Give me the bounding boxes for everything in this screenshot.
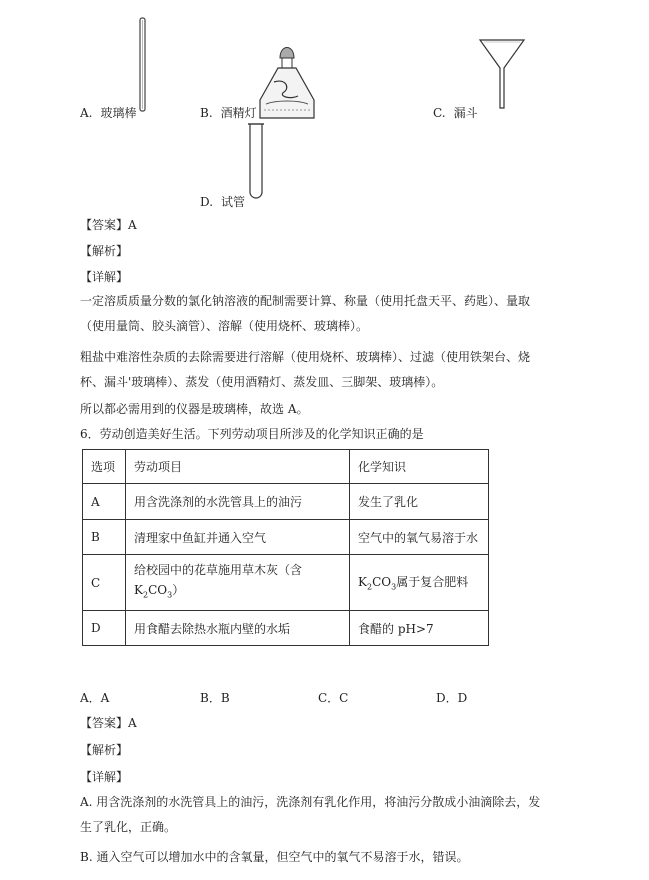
row-item-line-1: 给校园中的花草施用草木灰（含 (134, 562, 303, 577)
table-row (83, 555, 489, 611)
option-d-label: D. 试管 (200, 195, 246, 209)
choice-d: D．D (436, 691, 468, 705)
test-tube-image (247, 122, 265, 202)
row-option: A (83, 484, 126, 520)
glass-rod-image (138, 18, 148, 112)
row-item-line-2: $K_2CO_3$） (134, 582, 185, 600)
q5-paragraph-2: 粗盐中难溶性杂质的去除需要进行溶解（使用烧杯、玻璃棒）、过滤（使用铁架台、烧杯、漏斗'玻璃棒）、蒸发（使用酒精灯、蒸发皿、三脚架、玻璃棒）。 (80, 350, 531, 389)
q6-answer: 【答案】A (80, 716, 137, 730)
q5-analysis-heading: 【解析】 (80, 244, 129, 258)
choice-b: B．B (200, 691, 230, 705)
row-knowledge: 空气中的氧气易溶于水 (350, 520, 489, 555)
table-header-row (83, 450, 489, 484)
row-item: 清理家中鱼缸并通入空气 (126, 520, 350, 555)
row-option: C (83, 555, 126, 611)
row-knowledge: 食醋的 pH>7 (350, 611, 489, 646)
q5-paragraph-1: 一定溶质质量分数的氯化钠溶液的配制需要计算、称量（使用托盘天平、药匙）、量取（使用量筒、胶头滴管）、溶解（使用烧杯、玻璃棒）。 (80, 294, 531, 333)
q6-stem: 6．劳动创造美好生活。下列劳动项目所涉及的化学知识正确的是 (80, 427, 424, 441)
alcohol-lamp-image (256, 38, 318, 120)
header-chem-knowledge: 化学知识 (350, 450, 489, 484)
funnel-image (478, 38, 526, 110)
table-row (83, 484, 489, 520)
q5-paragraph-3: 所以都必需用到的仪器是玻璃棒，故选 A。 (80, 402, 309, 416)
table-row (83, 611, 489, 646)
q6-table (82, 449, 489, 646)
option-a-label: A. 玻璃棒 (80, 106, 137, 120)
header-option: 选项 (83, 450, 126, 484)
row-option: D (83, 611, 126, 646)
header-labor-item: 劳动项目 (126, 450, 350, 484)
row-knowledge: 发生了乳化 (350, 484, 489, 520)
q5-answer: 【答案】A (80, 218, 137, 232)
option-c-label: C. 漏斗 (433, 106, 478, 120)
q6-detail-heading: 【详解】 (80, 770, 129, 784)
q5-detail-heading: 【详解】 (80, 270, 129, 284)
row-item (126, 555, 350, 611)
row-item: 用含洗涤剂的水洗管具上的油污 (126, 484, 350, 520)
option-b-label: B. 酒精灯 (200, 106, 257, 120)
choice-c: C．C (318, 691, 349, 705)
q6-explanation-a: A. 用含洗涤剂的水洗管具上的油污，洗涤剂有乳化作用，将油污分散成小油滴除去，发生了乳化，正确。 (80, 795, 541, 834)
q6-explanation-b: B. 通入空气可以增加水中的含氧量，但空气中的氧气不易溶于水，错误。 (80, 850, 469, 864)
q6-analysis-heading: 【解析】 (80, 743, 129, 757)
row-item: 用食醋去除热水瓶内壁的水垢 (126, 611, 350, 646)
row-option: B (83, 520, 126, 555)
table-row (83, 520, 489, 555)
choice-a: A．A (80, 691, 110, 705)
row-knowledge: $K_2CO_3$属于复合肥料 (350, 555, 489, 611)
